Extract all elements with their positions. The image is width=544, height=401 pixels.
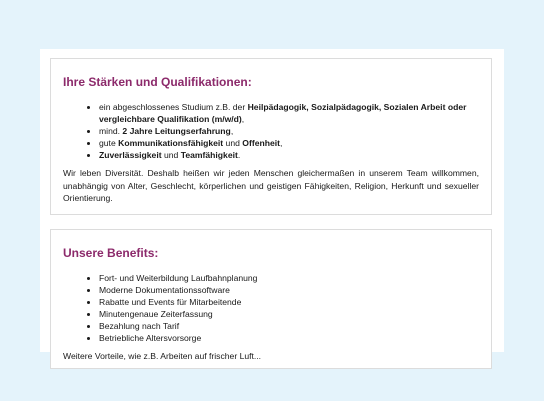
benefit-item: • Fort- und Weiterbildung Laufbahnplanung: [99, 272, 479, 284]
benefit-item: • Betriebliche Altersvorsorge: [99, 332, 479, 344]
qualifications-list: [63, 101, 479, 161]
qualification-text-run: Heilpädagogik, Sozialpädagogik, Sozialen Arbeit oder vergleichbare Qualifikation (m/w/d): [99, 102, 467, 124]
qualification-text-run: .: [237, 150, 241, 160]
page-frame: [40, 49, 504, 361]
benefit-item: • Bezahlung nach Tarif: [99, 320, 479, 332]
qualification-item: [99, 149, 479, 161]
benefits-list: [63, 272, 479, 344]
qualification-text-run: und: [223, 138, 243, 148]
qualifications-card: [50, 58, 492, 215]
qualification-text-run: mind.: [99, 126, 123, 136]
qualification-text-run: Zuverlässigkeit: [99, 150, 162, 160]
qualification-text-run: Offenheit: [242, 138, 281, 148]
qualification-text-run: gute: [99, 138, 119, 148]
qualification-text-run: Teamfähigkeit: [180, 150, 238, 160]
qualification-text-run: 2 Jahre Leitungserfahrung: [122, 126, 231, 136]
qualification-text-run: ,: [280, 138, 283, 148]
diversity-paragraph: Wir leben Diversität. Deshalb heißen wir jeden Menschen gleichermaßen in unserem Team willkommen, unabhängig von Alter, Geschlecht, körperlichen und geistigen Fähigkeiten, Religion, Herkunft und sexueller Orientierung.: [63, 168, 479, 203]
qualification-text-run: und: [161, 150, 181, 160]
qualification-text-run: ein abgeschlossenes Studium z.B. der: [99, 102, 248, 112]
qualifications-heading: Ihre Stärken und Qualifikationen:: [63, 75, 252, 89]
qualification-text-run: Kommunikationsfähigkeit: [118, 138, 224, 148]
benefit-item: • Rabatte und Events für Mitarbeitende: [99, 296, 479, 308]
benefits-card: [50, 229, 492, 369]
qualification-item: [99, 101, 479, 125]
benefit-item: • Moderne Dokumentationssoftware: [99, 284, 479, 296]
qualification-item: [99, 125, 479, 137]
qualification-item: [99, 137, 479, 149]
qualification-text-run: ,: [241, 114, 245, 124]
benefit-item: • Minutengenaue Zeiterfassung: [99, 308, 479, 320]
qualification-text-run: ,: [230, 126, 234, 136]
benefits-heading: Unsere Benefits:: [63, 246, 159, 260]
benefits-cutoff-text: Weitere Vorteile, wie z.B. Arbeiten auf frischer Luft...: [63, 351, 262, 361]
